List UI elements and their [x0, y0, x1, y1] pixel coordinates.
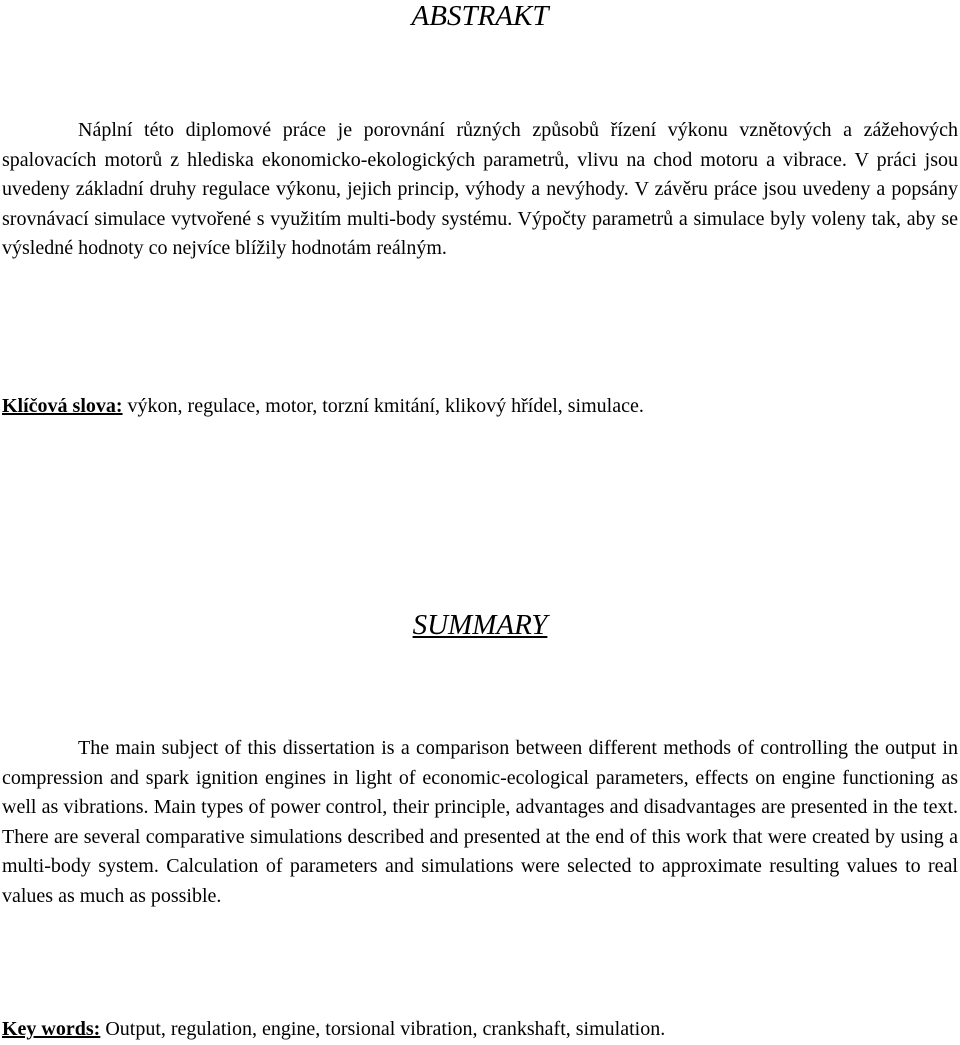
- abstrakt-heading: ABSTRAKT: [411, 0, 549, 32]
- english-keywords-label: Key words:: [2, 1018, 101, 1040]
- czech-keywords: [2, 392, 958, 421]
- summary-paragraph: The main subject of this dissertation is a comparison between different methods of controlling the output in compression and spark ignition engines in light of economic-ecological parameters, effects on engine functioning as well as vibrations. Main types of power control, their principle, advantages and disadvantages are presented in the text. There are several comparative simulations described and presented at the end of this work that were created by using a multi-body system. Calculation of parameters and simulations were selected to approximate resulting values to real values as much as possible.: [2, 737, 958, 907]
- czech-keywords-text: výkon, regulace, motor, torzní kmitání, klikový hřídel, simulace.: [122, 395, 644, 417]
- czech-keywords-label: Klíčová slova:: [2, 395, 123, 417]
- english-keywords-text: Output, regulation, engine, torsional vibration, crankshaft, simulation.: [100, 1018, 666, 1040]
- abstrakt-paragraph: Náplní této diplomové práce je porovnání různých způsobů řízení výkonu vznětových a zážehových spalovacích motorů z hlediska ekonomicko-ekologických parametrů, vlivu na chod motoru a vibrace. V práci jsou uvedeny základní druhy regulace výkonu, jejich princip, výhody a nevýhody. V závěru práce jsou uvedeny a popsány srovnávací simulace vytvořené s využitím multi-body systému. Výpočty parametrů a simulace byly voleny tak, aby se výsledné hodnoty co nejvíce blížily hodnotám reálným.: [2, 119, 958, 259]
- summary-heading: SUMMARY: [412, 609, 548, 641]
- english-keywords: [2, 1015, 958, 1044]
